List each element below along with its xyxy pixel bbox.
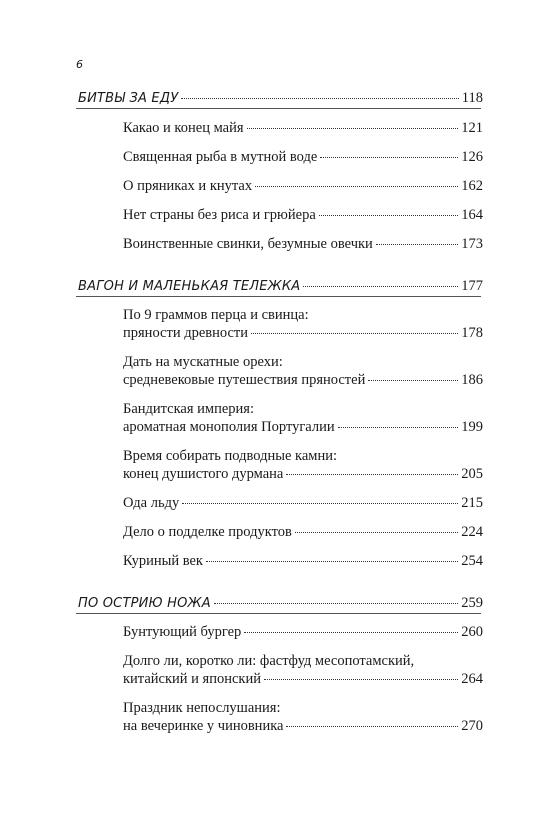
entry-title: Священная рыба в мутной воде: [123, 149, 318, 165]
entry-title-line: Долго ли, коротко ли: фастфуд месопотамский,: [123, 653, 415, 669]
entry-title: пряности древности: [123, 325, 249, 341]
entry-title-line: Бандитская империя:: [123, 401, 255, 417]
entry-page-number: 121: [461, 120, 483, 136]
toc-entry[interactable]: [123, 236, 483, 253]
toc-section-heading[interactable]: [78, 90, 483, 107]
dot-leader: [303, 286, 458, 287]
dot-leader: [264, 679, 458, 680]
section-title: БИТВЫ ЗА ЕДУ: [78, 91, 179, 106]
entry-title: Нет страны без риса и грюйера: [123, 207, 316, 223]
entry-page-number: 162: [461, 178, 483, 194]
toc-entry[interactable]: [123, 624, 483, 641]
section-page-number: 177: [461, 278, 483, 294]
entry-page-number: 173: [461, 236, 483, 252]
dot-leader: [244, 632, 458, 633]
dot-leader: [320, 157, 458, 158]
section-title: ВАГОН И МАЛЕНЬКАЯ ТЕЛЕЖКА: [78, 279, 301, 294]
toc-entry[interactable]: [123, 149, 483, 166]
toc-entry[interactable]: [123, 207, 483, 224]
entry-title-line: Праздник непослушания:: [123, 700, 281, 716]
dot-leader: [251, 333, 458, 334]
dot-leader: [319, 215, 458, 216]
entry-title: О пряниках и кнутах: [123, 178, 253, 194]
toc-entry[interactable]: [123, 178, 483, 195]
toc-entry[interactable]: [123, 419, 483, 436]
section-title: ПО ОСТРИЮ НОЖА: [78, 596, 211, 611]
dot-leader: [255, 186, 458, 187]
entry-page-number: 270: [461, 718, 483, 734]
dot-leader: [214, 603, 458, 604]
dot-leader: [368, 380, 458, 381]
entry-title-line: По 9 граммов перца и свинца:: [123, 307, 309, 323]
entry-page-number: 164: [461, 207, 483, 223]
entry-page-number: 254: [461, 553, 483, 569]
entry-page-number: 224: [461, 524, 483, 540]
entry-page-number: 205: [461, 466, 483, 482]
entry-title: средневековые путешествия пряностей: [123, 372, 366, 388]
toc-entry[interactable]: [123, 671, 483, 688]
entry-title: ароматная монополия Португалии: [123, 419, 335, 435]
entry-page-number: 126: [461, 149, 483, 165]
entry-page-number: 215: [461, 495, 483, 511]
toc-entry[interactable]: [123, 372, 483, 389]
toc-entry[interactable]: [123, 718, 483, 735]
dot-leader: [295, 532, 458, 533]
toc-entry[interactable]: [123, 524, 483, 541]
toc-entry[interactable]: [123, 466, 483, 483]
entry-page-number: 186: [461, 372, 483, 388]
section-page-number: 118: [461, 90, 483, 106]
section-divider: [76, 108, 481, 109]
entry-title-line: Время собирать подводные камни:: [123, 448, 338, 464]
section-divider: [76, 613, 481, 614]
entry-title: на вечеринке у чиновника: [123, 718, 284, 734]
section-page-number: 259: [461, 595, 483, 611]
entry-title: Ода льду: [123, 495, 180, 511]
toc-entry[interactable]: [123, 325, 483, 342]
entry-title: Какао и конец майя: [123, 120, 244, 136]
toc-entry[interactable]: [123, 553, 483, 570]
toc-section-heading[interactable]: [78, 595, 483, 612]
entry-page-number: 178: [461, 325, 483, 341]
entry-page-number: 264: [461, 671, 483, 687]
toc-entry[interactable]: [123, 495, 483, 512]
dot-leader: [247, 128, 459, 129]
dot-leader: [206, 561, 458, 562]
toc-section-heading[interactable]: [78, 278, 483, 295]
dot-leader: [181, 98, 458, 99]
toc-entry[interactable]: [123, 120, 483, 137]
dot-leader: [286, 726, 458, 727]
page-number: 6: [76, 58, 83, 71]
entry-title: Дело о подделке продуктов: [123, 524, 292, 540]
dot-leader: [376, 244, 458, 245]
entry-title: Воинственные свинки, безумные овечки: [123, 236, 373, 252]
entry-title-line: Дать на мускатные орехи:: [123, 354, 283, 370]
entry-title: Бунтующий бургер: [123, 624, 242, 640]
dot-leader: [182, 503, 458, 504]
entry-page-number: 199: [461, 419, 483, 435]
entry-title: конец душистого дурмана: [123, 466, 284, 482]
dot-leader: [338, 427, 459, 428]
dot-leader: [286, 474, 458, 475]
entry-title: китайский и японский: [123, 671, 261, 687]
entry-title: Куриный век: [123, 553, 203, 569]
section-divider: [76, 296, 481, 297]
entry-page-number: 260: [461, 624, 483, 640]
